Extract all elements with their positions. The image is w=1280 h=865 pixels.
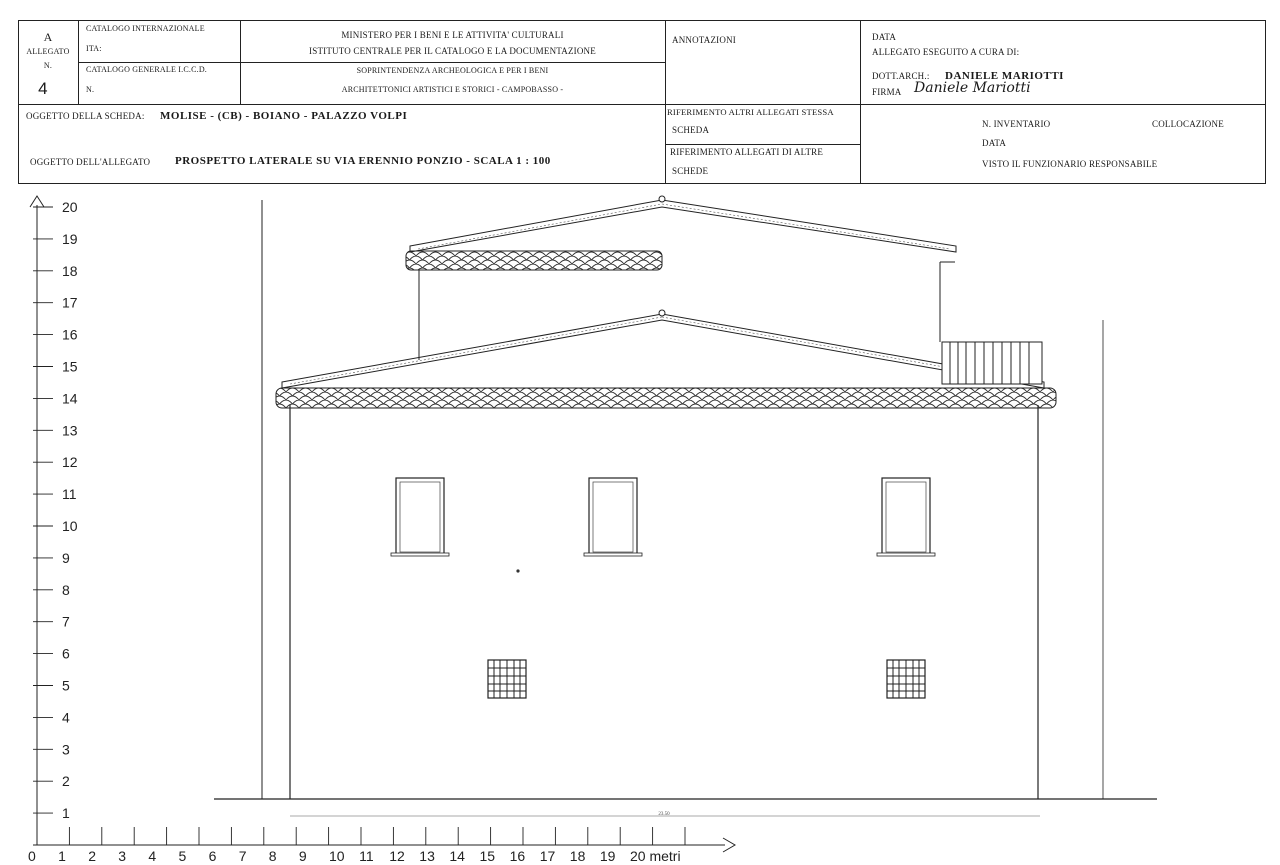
- oggetto-scheda-label: OGGETTO DELLA SCHEDA:: [26, 111, 145, 121]
- window: [584, 478, 642, 556]
- horizontal-scale-label: 5: [178, 848, 187, 864]
- horizontal-scale-label: 8: [268, 848, 277, 864]
- n-label: N.: [86, 85, 95, 94]
- catalogo-internazionale: CATALOGO INTERNAZIONALE: [86, 24, 205, 33]
- window: [877, 478, 935, 556]
- data-label-2: DATA: [982, 138, 1007, 148]
- n-inventario-label: N. INVENTARIO: [982, 119, 1051, 129]
- vertical-scale-label: 19: [62, 230, 78, 247]
- oggetto-allegato-label: OGGETTO DELL'ALLEGATO: [30, 157, 151, 167]
- vertical-scale-label: 9: [62, 549, 70, 566]
- vertical-scale-label: 2: [62, 773, 70, 790]
- soprintendenza-line-1: SOPRINTENDENZA ARCHEOLOGICA E PER I BENI: [356, 66, 549, 75]
- horizontal-scale-label: 7: [238, 848, 247, 864]
- vertical-scale-label: 20: [62, 199, 78, 215]
- vertical-scale-label: 8: [62, 581, 70, 598]
- dott-arch-name: DANIELE MARIOTTI: [945, 70, 1064, 82]
- vertical-scale-label: 13: [62, 422, 78, 439]
- horizontal-scale-label: 1: [58, 848, 66, 864]
- vertical-scale-label: 14: [62, 390, 78, 407]
- oggetto-allegato-value: PROSPETTO LATERALE SU VIA ERENNIO PONZIO - SCALA 1 : 100: [175, 155, 551, 167]
- building-facade: [276, 196, 1056, 799]
- horizontal-scale-label: 0: [28, 848, 36, 864]
- horizontal-scale-label: 4: [148, 848, 157, 864]
- horizontal-scale-label: 14: [449, 848, 465, 864]
- horizontal-scale-label: 9: [298, 848, 307, 864]
- soprintendenza-line-2: ARCHITETTONICI ARTISTICI E STORICI - CAMPOBASSO -: [341, 85, 564, 94]
- horizontal-scale-label: 10: [329, 848, 345, 864]
- horizontal-scale-label: 6: [208, 848, 217, 864]
- vertical-scale-label: 4: [62, 709, 70, 726]
- vertical-scale-label: 6: [62, 645, 70, 662]
- allegato-number: 4: [38, 79, 48, 98]
- vertical-scale-label: 11: [62, 486, 77, 503]
- ministero-title: MINISTERO PER I BENI E LE ATTIVITA' CULTURALI: [341, 30, 564, 40]
- firma-signature: Daniele Mariotti: [914, 80, 1031, 96]
- allegato-label: ALLEGATO: [26, 47, 70, 56]
- dimension-label: 23.50: [658, 812, 670, 817]
- horizontal-scale-label: 18: [569, 848, 586, 864]
- terrace-railing: [942, 342, 1042, 384]
- horizontal-scale-label: 12: [389, 848, 405, 864]
- oggetto-scheda-value: MOLISE - (CB) - BOIANO - PALAZZO VOLPI: [160, 110, 408, 122]
- vertical-scale-label: 17: [62, 294, 78, 311]
- vertical-scale: [30, 196, 78, 845]
- vertical-scale-label: 15: [62, 358, 78, 375]
- rif-stessa-line-1: RIFERIMENTO ALTRI ALLEGATI STESSA: [667, 107, 834, 117]
- horizontal-scale-label: 13: [419, 848, 435, 864]
- allegato-n-label: N.: [43, 61, 53, 70]
- horizontal-scale-label: 19: [599, 848, 616, 864]
- grated-window: [887, 660, 925, 698]
- vertical-scale-label: 12: [62, 454, 78, 471]
- ita-label: ITA:: [86, 44, 102, 53]
- grated-window: [488, 660, 526, 698]
- istituto-title: ISTITUTO CENTRALE PER IL CATALOGO E LA DOCUMENTAZIONE: [309, 46, 596, 56]
- annotazioni-label: ANNOTAZIONI: [672, 35, 736, 45]
- allegato-letter: A: [43, 30, 53, 44]
- rif-stessa-line-2: SCHEDA: [672, 125, 710, 135]
- allegato-eseguito-label: ALLEGATO ESEGUITO A CURA DI:: [872, 47, 1020, 57]
- horizontal-scale-label: 2: [88, 848, 96, 864]
- firma-label: FIRMA: [872, 87, 902, 97]
- horizontal-scale-label: 20 metri: [630, 848, 681, 864]
- rif-altre-line-1: RIFERIMENTO ALLEGATI DI ALTRE: [670, 147, 824, 157]
- visto-funzionario-label: VISTO IL FUNZIONARIO RESPONSABILE: [982, 159, 1158, 169]
- vertical-scale-label: 10: [62, 518, 78, 534]
- horizontal-scale-label: 11: [359, 848, 374, 864]
- catalogo-generale: CATALOGO GENERALE I.C.C.D.: [86, 65, 207, 74]
- window: [391, 478, 449, 556]
- horizontal-scale-label: 16: [509, 848, 526, 864]
- vertical-scale-label: 5: [62, 677, 70, 694]
- vertical-scale-label: 3: [62, 741, 70, 758]
- vertical-scale-label: 18: [62, 262, 78, 279]
- vertical-scale-label: 16: [62, 326, 78, 343]
- vertical-scale-label: 1: [62, 805, 70, 822]
- vertical-scale-label: 7: [62, 613, 70, 630]
- horizontal-scale: [28, 827, 735, 864]
- rif-altre-line-2: SCHEDE: [672, 166, 709, 176]
- data-label: DATA: [872, 32, 897, 42]
- dott-arch-label: DOTT.ARCH.:: [872, 71, 930, 81]
- horizontal-scale-label: 17: [539, 848, 556, 864]
- horizontal-scale-label: 3: [118, 848, 127, 864]
- collocazione-label: COLLOCAZIONE: [1152, 119, 1224, 129]
- horizontal-scale-label: 15: [479, 848, 496, 864]
